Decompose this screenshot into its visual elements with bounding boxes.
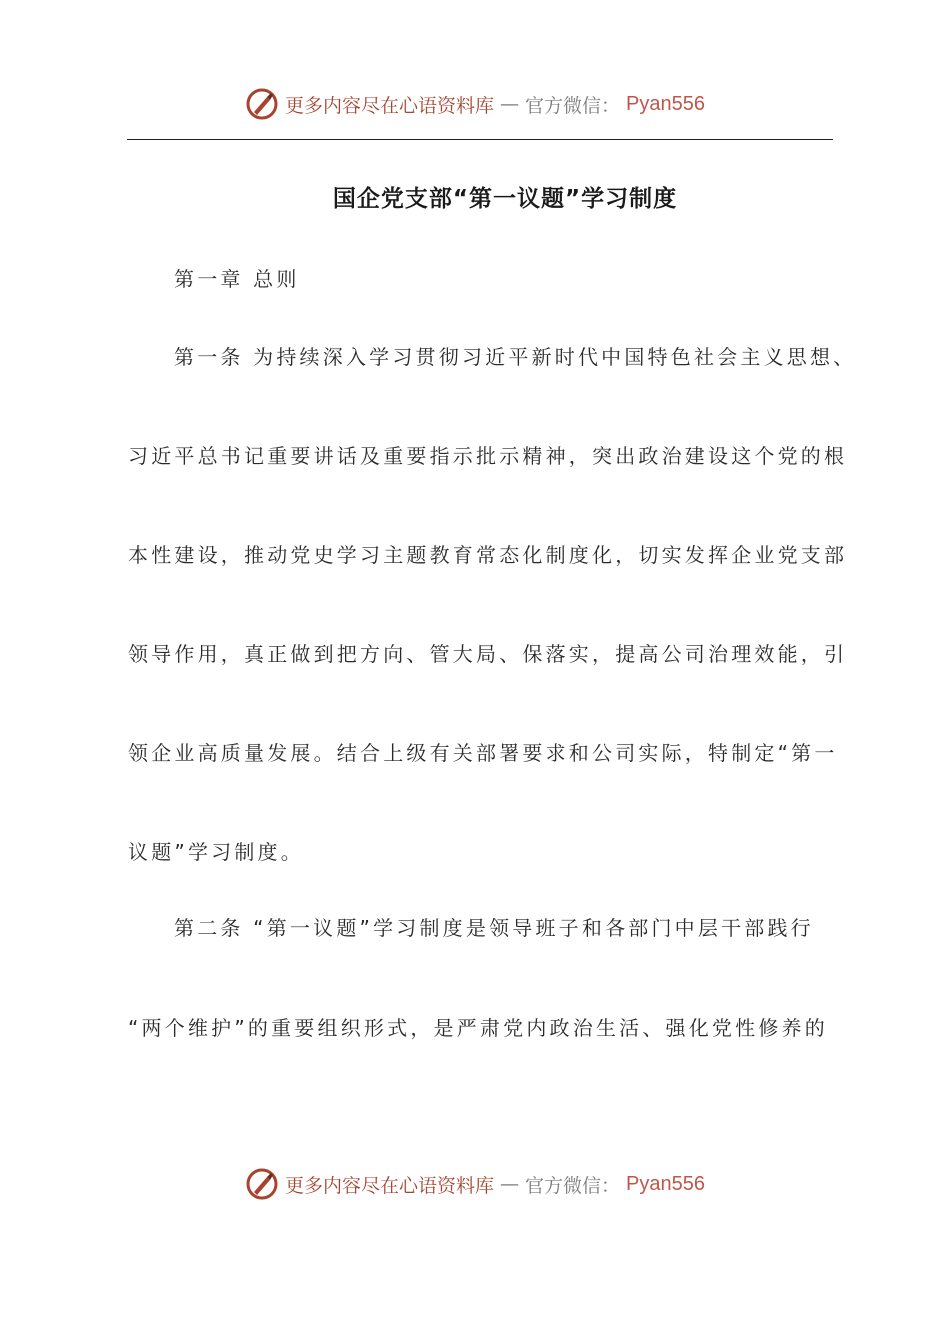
paragraph-line: 习近平总书记重要讲话及重要指示批示精神，突出政治建设这个党的根 [128,444,848,468]
paragraph-line: “两个维护”的重要组织形式，是严肃党内政治生活、强化党性修养的 [128,1016,828,1040]
chapter-heading: 第一章 总则 [174,267,300,291]
paragraph-line: 领企业高质量发展。结合上级有关部署要求和公司实际，特制定“第一 [128,741,838,765]
pen-logo-icon [245,1167,279,1201]
banner-promo-text: 更多内容尽在心语资料库 [285,1174,495,1197]
banner-wechat-id: Pyan556 [626,92,705,115]
pen-logo-icon [245,87,279,121]
banner-official-text: 官方微信： [525,94,621,117]
banner-wechat-id: Pyan556 [626,1172,705,1195]
banner-promo-text: 更多内容尽在心语资料库 [285,94,495,117]
banner-dash: — [500,93,520,115]
paragraph-line: 第一条 为持续深入学习贯彻习近平新时代中国特色社会主义思想、 [174,345,857,369]
header-divider [127,139,833,140]
document-title: 国企党支部“第一议题”学习制度 [332,186,678,212]
paragraph-line: 议题”学习制度。 [128,840,304,864]
paragraph-line: 第二条 “第一议题”学习制度是领导班子和各部门中层干部践行 [174,916,814,940]
footer-banner [0,1164,950,1204]
paragraph-line: 领导作用，真正做到把方向、管大局、保落实，提高公司治理效能，引 [128,642,848,666]
header-banner [0,84,950,124]
banner-dash: — [500,1173,520,1195]
paragraph-line: 本性建设，推动党史学习主题教育常态化制度化，切实发挥企业党支部 [128,543,848,567]
banner-official-text: 官方微信： [525,1174,621,1197]
